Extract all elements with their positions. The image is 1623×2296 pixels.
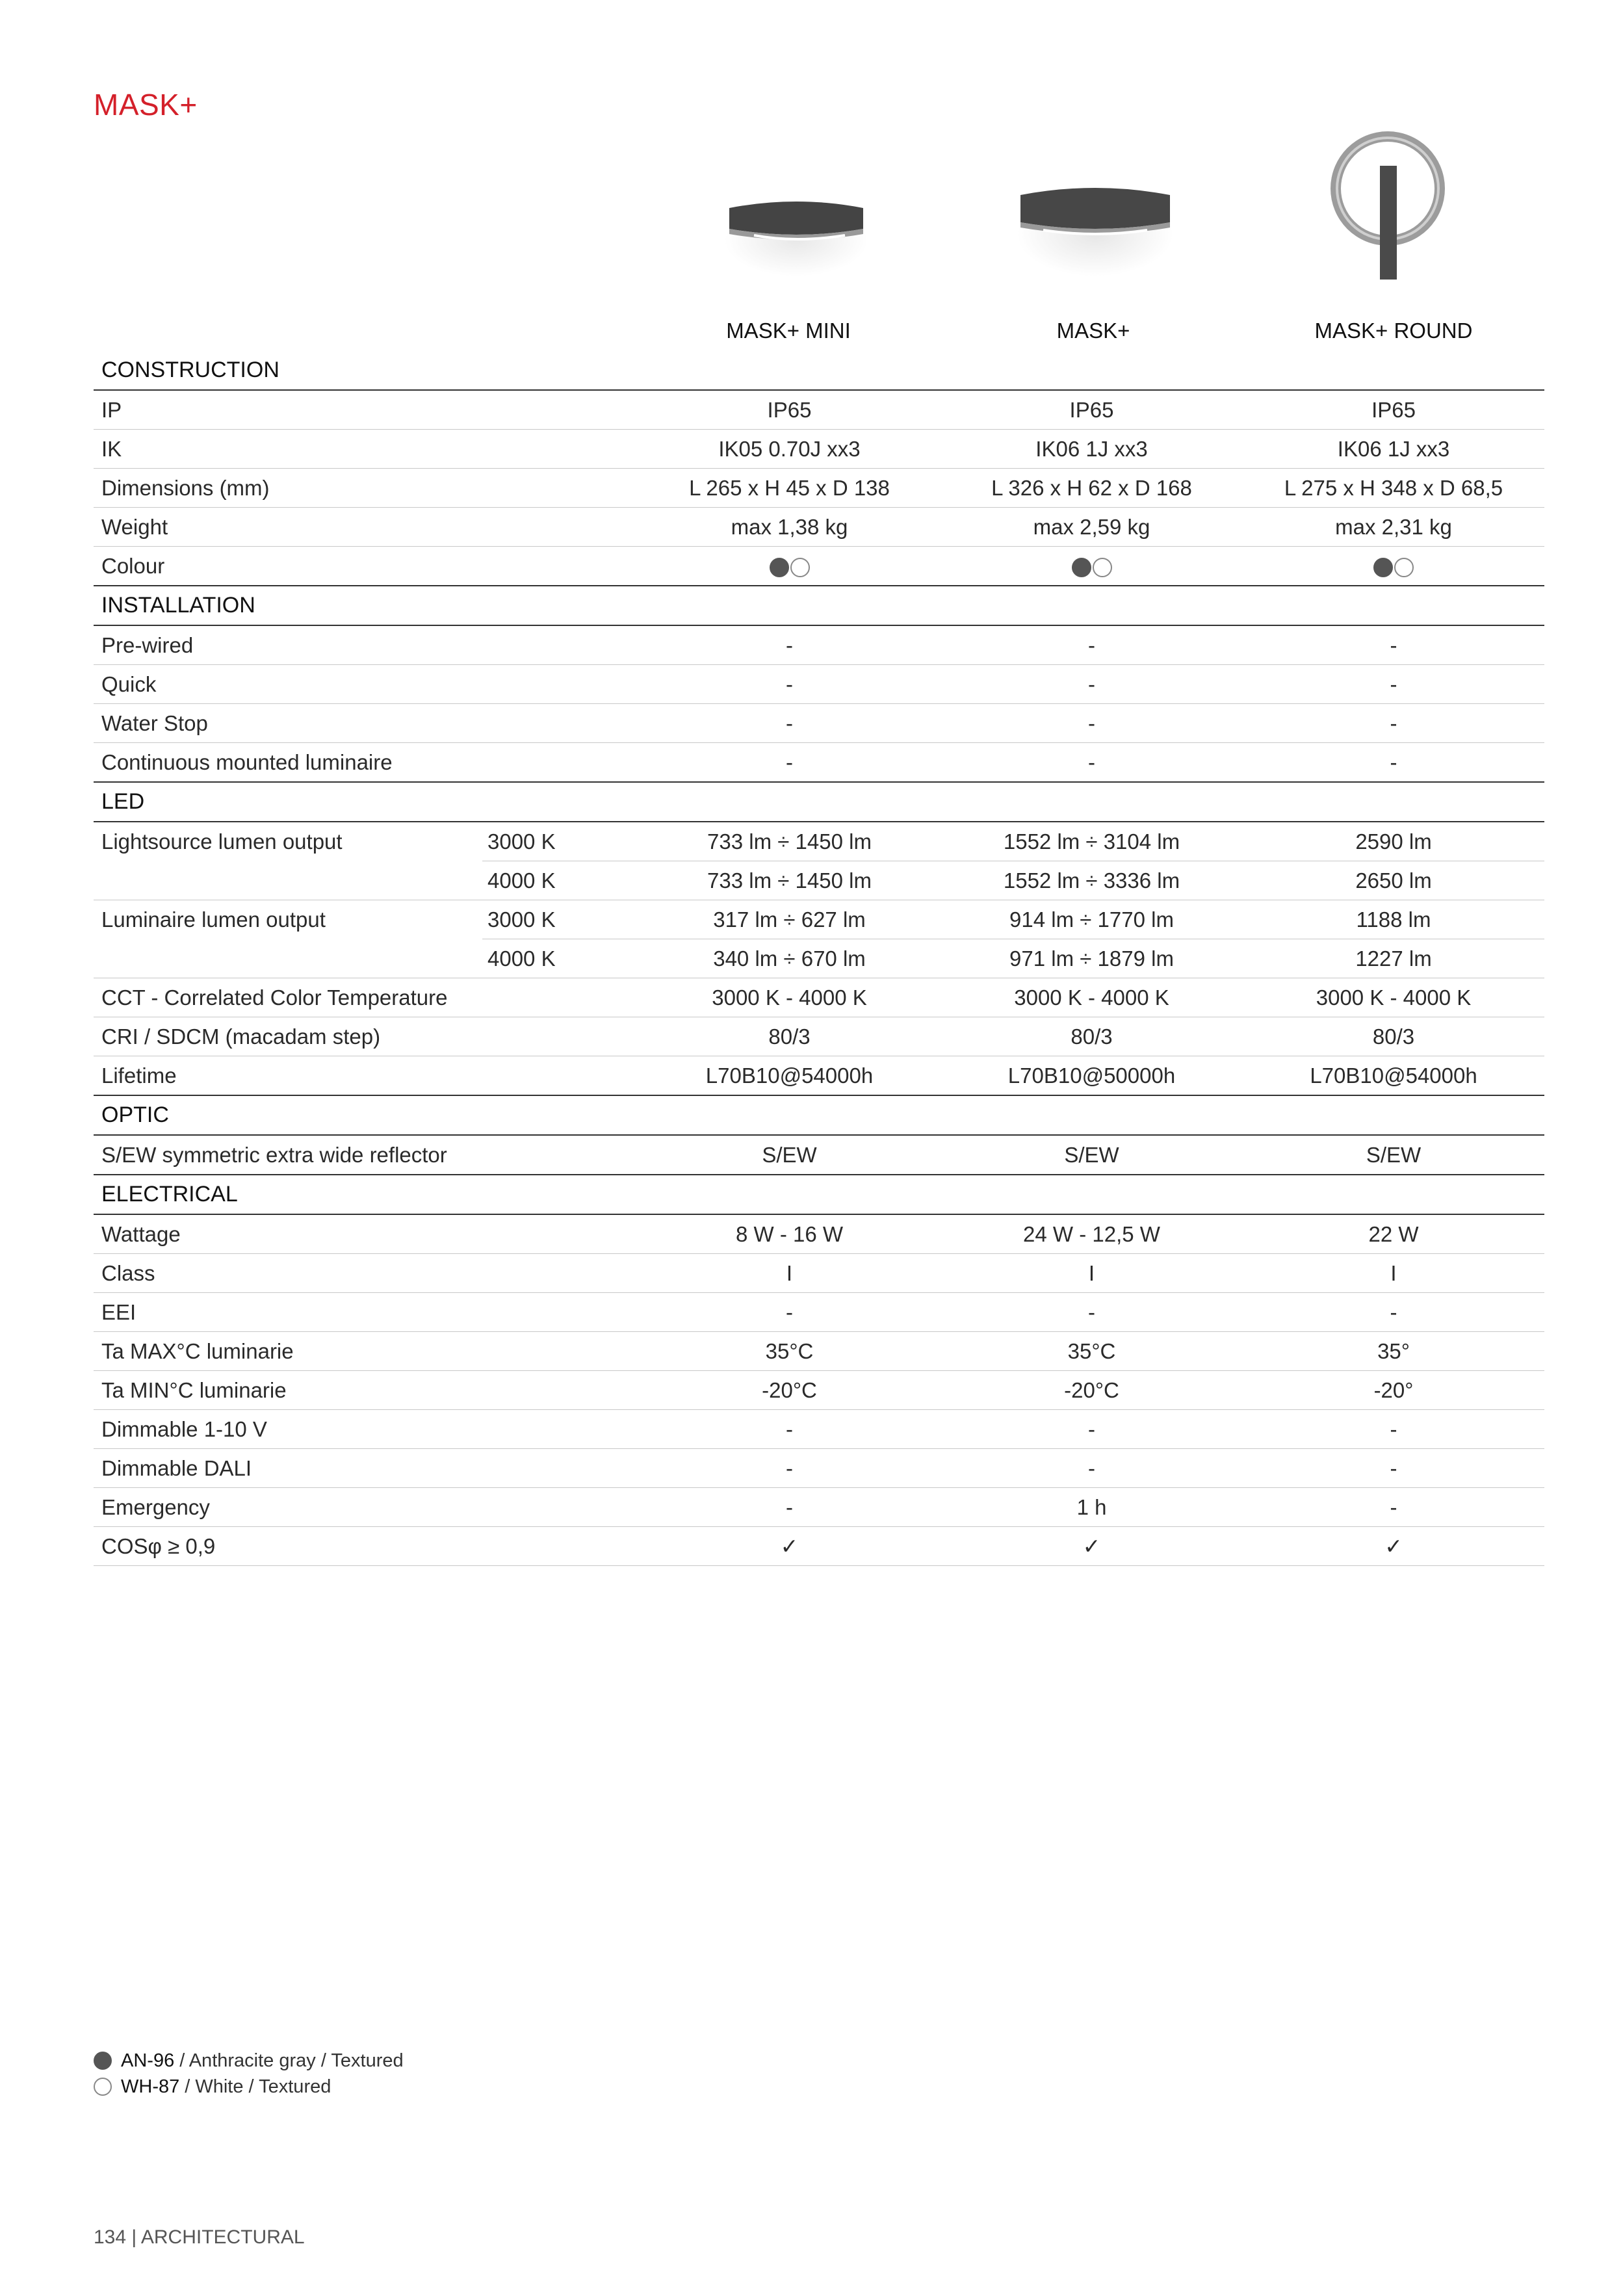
table-row xyxy=(94,1488,1544,1527)
row-sublabel xyxy=(482,704,638,743)
row-value: I xyxy=(941,1254,1243,1293)
row-value: - xyxy=(1243,704,1544,743)
row-value: I xyxy=(1243,1254,1544,1293)
row-label: Pre-wired xyxy=(94,625,482,665)
row-sublabel xyxy=(482,469,638,508)
anthracite-swatch-icon xyxy=(770,558,789,577)
row-sublabel xyxy=(482,508,638,547)
row-sublabel: 3000 K xyxy=(482,822,638,861)
row-sublabel: 4000 K xyxy=(482,861,638,900)
mask-mini-product-image xyxy=(721,189,871,280)
row-value: L 275 x H 348 x D 68,5 xyxy=(1243,469,1544,508)
row-value: -20° xyxy=(1243,1371,1544,1410)
row-label: Dimmable DALI xyxy=(94,1449,482,1488)
row-value: - xyxy=(638,1410,941,1449)
row-value: L70B10@54000h xyxy=(638,1056,941,1096)
anthracite-swatch-icon xyxy=(1373,558,1393,577)
row-value: max 2,31 kg xyxy=(1243,508,1544,547)
table-row xyxy=(94,978,1544,1017)
legend-item-anthracite xyxy=(94,2048,404,2074)
row-value: 2650 lm xyxy=(1243,861,1544,900)
row-label xyxy=(94,939,482,978)
row-label: COSφ ≥ 0,9 xyxy=(94,1527,482,1566)
mask-product-image xyxy=(1014,176,1176,280)
row-label: Emergency xyxy=(94,1488,482,1527)
row-value: IP65 xyxy=(941,390,1243,430)
row-sublabel xyxy=(482,743,638,783)
table-row xyxy=(94,625,1544,665)
row-value: - xyxy=(638,1293,941,1332)
table-row xyxy=(94,900,1544,939)
section-title: OPTIC xyxy=(94,1095,1544,1135)
row-value: IK06 1J xx3 xyxy=(941,430,1243,469)
section-header-row xyxy=(94,1175,1544,1214)
row-value: S/EW xyxy=(1243,1135,1544,1175)
row-value: 80/3 xyxy=(1243,1017,1544,1056)
section-header-row xyxy=(94,351,1544,390)
column-header-mask-round: MASK+ ROUND xyxy=(1314,319,1473,343)
row-sublabel xyxy=(482,1332,638,1371)
row-value: L 265 x H 45 x D 138 xyxy=(638,469,941,508)
row-value: 3000 K - 4000 K xyxy=(1243,978,1544,1017)
table-row xyxy=(94,1449,1544,1488)
row-value: - xyxy=(638,1488,941,1527)
row-value: - xyxy=(941,1293,1243,1332)
legend-item-white xyxy=(94,2074,404,2100)
row-value: - xyxy=(1243,1488,1544,1527)
row-value: 80/3 xyxy=(638,1017,941,1056)
section-header-row xyxy=(94,782,1544,822)
anthracite-swatch-icon xyxy=(94,2052,112,2070)
table-row xyxy=(94,1056,1544,1096)
row-value: 3000 K - 4000 K xyxy=(941,978,1243,1017)
row-label: Ta MIN°C luminarie xyxy=(94,1371,482,1410)
row-value: 24 W - 12,5 W xyxy=(941,1214,1243,1254)
specification-table xyxy=(94,351,1544,1566)
colour-options xyxy=(1243,547,1544,586)
row-value: IP65 xyxy=(638,390,941,430)
row-sublabel xyxy=(482,1135,638,1175)
row-value: - xyxy=(941,625,1243,665)
row-sublabel xyxy=(482,1527,638,1566)
row-value: 35°C xyxy=(941,1332,1243,1371)
row-value: 80/3 xyxy=(941,1017,1243,1056)
row-value: L70B10@50000h xyxy=(941,1056,1243,1096)
row-value: S/EW xyxy=(941,1135,1243,1175)
table-row xyxy=(94,939,1544,978)
row-value: -20°C xyxy=(941,1371,1243,1410)
table-row xyxy=(94,1214,1544,1254)
table-row xyxy=(94,1135,1544,1175)
row-value: 8 W - 16 W xyxy=(638,1214,941,1254)
table-row xyxy=(94,1332,1544,1371)
row-value: - xyxy=(1243,665,1544,704)
row-value: ✓ xyxy=(941,1527,1243,1566)
row-value: IK05 0.70J xx3 xyxy=(638,430,941,469)
table-row xyxy=(94,1410,1544,1449)
row-value: -20°C xyxy=(638,1371,941,1410)
row-value: max 1,38 kg xyxy=(638,508,941,547)
row-label: Continuous mounted luminaire xyxy=(94,743,482,783)
row-value: - xyxy=(1243,1449,1544,1488)
legend-desc: / White / Textured xyxy=(185,2076,331,2097)
row-label: Class xyxy=(94,1254,482,1293)
table-row xyxy=(94,1527,1544,1566)
row-value: - xyxy=(1243,1293,1544,1332)
row-label: Water Stop xyxy=(94,704,482,743)
section-title: ELECTRICAL xyxy=(94,1175,1544,1214)
row-value: 22 W xyxy=(1243,1214,1544,1254)
page-footer: 134 | ARCHITECTURAL xyxy=(94,2226,305,2248)
row-value: 1227 lm xyxy=(1243,939,1544,978)
section-title: CONSTRUCTION xyxy=(94,351,1544,390)
row-value: 971 lm ÷ 1879 lm xyxy=(941,939,1243,978)
column-header-mask-mini: MASK+ MINI xyxy=(726,319,851,343)
row-sublabel xyxy=(482,1056,638,1096)
row-label: Wattage xyxy=(94,1214,482,1254)
table-row xyxy=(94,822,1544,861)
table-row xyxy=(94,390,1544,430)
table-row xyxy=(94,1371,1544,1410)
table-row xyxy=(94,704,1544,743)
legend-code: AN-96 xyxy=(121,2050,175,2071)
row-label: Dimensions (mm) xyxy=(94,469,482,508)
row-value: - xyxy=(638,704,941,743)
row-value: 1552 lm ÷ 3336 lm xyxy=(941,861,1243,900)
row-sublabel xyxy=(482,625,638,665)
colour-options xyxy=(941,547,1243,586)
row-value: 733 lm ÷ 1450 lm xyxy=(638,822,941,861)
row-value: S/EW xyxy=(638,1135,941,1175)
row-value: - xyxy=(638,743,941,783)
row-value: 317 lm ÷ 627 lm xyxy=(638,900,941,939)
section-title: LED xyxy=(94,782,1544,822)
row-label: IP xyxy=(94,390,482,430)
row-value: max 2,59 kg xyxy=(941,508,1243,547)
row-value: - xyxy=(638,625,941,665)
row-value: 1188 lm xyxy=(1243,900,1544,939)
page-title: MASK+ xyxy=(94,88,198,122)
row-value: 1 h xyxy=(941,1488,1243,1527)
section-header-row xyxy=(94,586,1544,625)
legend-code: WH-87 xyxy=(121,2076,180,2097)
section-title: INSTALLATION xyxy=(94,586,1544,625)
row-value: IK06 1J xx3 xyxy=(1243,430,1544,469)
row-label: Ta MAX°C luminarie xyxy=(94,1332,482,1371)
table-row xyxy=(94,1017,1544,1056)
row-label: Quick xyxy=(94,665,482,704)
row-value: - xyxy=(941,1449,1243,1488)
table-row xyxy=(94,665,1544,704)
row-label: CRI / SDCM (macadam step) xyxy=(94,1017,482,1056)
row-value: - xyxy=(1243,743,1544,783)
row-sublabel xyxy=(482,430,638,469)
row-value: L 326 x H 62 x D 168 xyxy=(941,469,1243,508)
column-header-mask: MASK+ xyxy=(1056,319,1130,343)
row-label: Lifetime xyxy=(94,1056,482,1096)
row-sublabel xyxy=(482,665,638,704)
row-value: - xyxy=(638,665,941,704)
row-value: 35°C xyxy=(638,1332,941,1371)
row-sublabel xyxy=(482,1410,638,1449)
row-sublabel: 3000 K xyxy=(482,900,638,939)
row-value: IP65 xyxy=(1243,390,1544,430)
row-sublabel xyxy=(482,547,638,586)
row-sublabel xyxy=(482,1488,638,1527)
row-value: - xyxy=(941,665,1243,704)
table-row xyxy=(94,469,1544,508)
row-value: - xyxy=(1243,625,1544,665)
row-sublabel xyxy=(482,390,638,430)
table-row xyxy=(94,861,1544,900)
row-label: S/EW symmetric extra wide reflector xyxy=(94,1135,482,1175)
white-swatch-icon xyxy=(94,2078,112,2096)
row-label: Luminaire lumen output xyxy=(101,907,326,932)
legend-desc: / Anthracite gray / Textured xyxy=(179,2050,404,2071)
row-value: - xyxy=(638,1449,941,1488)
row-sublabel xyxy=(482,978,638,1017)
white-swatch-icon xyxy=(1394,558,1414,577)
table-row xyxy=(94,1254,1544,1293)
colour-options xyxy=(638,547,941,586)
row-value: 340 lm ÷ 670 lm xyxy=(638,939,941,978)
row-value: 2590 lm xyxy=(1243,822,1544,861)
white-swatch-icon xyxy=(1093,558,1112,577)
row-sublabel xyxy=(482,1371,638,1410)
anthracite-swatch-icon xyxy=(1072,558,1091,577)
table-row xyxy=(94,1293,1544,1332)
white-swatch-icon xyxy=(790,558,810,577)
row-value: - xyxy=(941,704,1243,743)
row-label: Weight xyxy=(94,508,482,547)
mask-round-product-image xyxy=(1323,127,1453,280)
row-value: ✓ xyxy=(638,1527,941,1566)
row-value: I xyxy=(638,1254,941,1293)
row-value: 733 lm ÷ 1450 lm xyxy=(638,861,941,900)
row-sublabel: 4000 K xyxy=(482,939,638,978)
row-label xyxy=(94,861,482,900)
row-sublabel xyxy=(482,1017,638,1056)
table-row xyxy=(94,743,1544,783)
row-value: - xyxy=(941,1410,1243,1449)
section-header-row xyxy=(94,1095,1544,1135)
row-value: ✓ xyxy=(1243,1527,1544,1566)
row-sublabel xyxy=(482,1254,638,1293)
table-row xyxy=(94,430,1544,469)
row-value: L70B10@54000h xyxy=(1243,1056,1544,1096)
row-value: 914 lm ÷ 1770 lm xyxy=(941,900,1243,939)
row-sublabel xyxy=(482,1293,638,1332)
row-label: Dimmable 1-10 V xyxy=(94,1410,482,1449)
table-row xyxy=(94,508,1544,547)
row-value: 1552 lm ÷ 3104 lm xyxy=(941,822,1243,861)
row-label: Lightsource lumen output xyxy=(101,829,343,854)
row-label: EEI xyxy=(94,1293,482,1332)
row-sublabel xyxy=(482,1214,638,1254)
row-value: - xyxy=(1243,1410,1544,1449)
table-row xyxy=(94,547,1544,586)
colour-legend xyxy=(94,2048,404,2100)
row-value: 3000 K - 4000 K xyxy=(638,978,941,1017)
row-label: Colour xyxy=(94,547,482,586)
row-value: 35° xyxy=(1243,1332,1544,1371)
row-sublabel xyxy=(482,1449,638,1488)
row-value: - xyxy=(941,743,1243,783)
row-label: IK xyxy=(94,430,482,469)
row-label: CCT - Correlated Color Temperature xyxy=(94,978,482,1017)
